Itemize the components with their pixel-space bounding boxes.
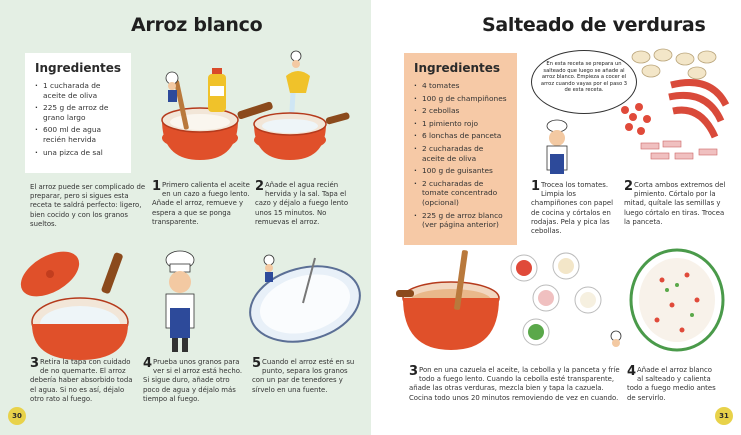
right-page <box>371 0 741 435</box>
ingredients-box-right <box>404 53 517 245</box>
ingredient-item: · 225 g de arroz blanco (ver página anterior) <box>414 211 507 230</box>
ingredients-title: Ingredientes <box>414 61 501 75</box>
step-number: 4 <box>143 356 153 371</box>
step-number: 5 <box>252 356 262 371</box>
step-1-left <box>152 181 252 227</box>
step-text: Retira la tapa con cuidado de no quemarte. El arroz debería haber absorbido toda el agua. Si no es así, déjalo otro rato al fuego. <box>30 358 133 403</box>
step-text: Añade el arroz blanco al salteado y calienta todo a fuego medio antes de servirlo. <box>627 366 716 402</box>
page-number-left: 30 <box>8 407 26 425</box>
step-text: Pon en una cazuela el aceite, la cebolla y la panceta y fríe todo a fuego lento. Cuando la cebolla esté transparente, añade las otras verduras, mezcla bien y tapa la cazuela. Cocina todo unos 20 minutos removiendo de vez en cuando. <box>409 366 620 402</box>
step-number: 3 <box>409 364 419 379</box>
rice-dish-illustration <box>245 248 365 348</box>
ingredient-item: · 1 cucharada de aceite de oliva <box>35 81 121 100</box>
speech-bubble: En esta receta se prepara un salteado que luego se añade al arroz blanco. Empieza a cocer el arroz cuando vayas por el paso 3 de esta receta. <box>531 50 637 114</box>
ingredient-item: · 100 g de champiñones <box>414 94 507 104</box>
ingredient-item: · una pizca de sal <box>35 148 121 158</box>
step-text: Primero calienta el aceite en un cazo a fuego lento. Añade el arroz, remueve y espera a que se ponga transparente. <box>152 181 250 226</box>
ingredients-list <box>35 81 121 157</box>
ingredient-item: · 4 tomates <box>414 81 507 91</box>
ingredients-title: Ingredientes <box>35 61 122 75</box>
step-1-right <box>531 181 623 236</box>
step-3-right <box>409 366 629 403</box>
step-2-right <box>624 181 729 227</box>
pot-with-water-illustration <box>248 48 348 168</box>
rice-plate-illustration <box>627 245 727 355</box>
ingredient-item: · 1 pimiento rojo <box>414 119 507 129</box>
step-number: 3 <box>30 356 40 371</box>
step-5-left <box>252 358 356 395</box>
oil-bottle-illustration <box>205 68 229 112</box>
page-title-salteado: Salteado de verduras <box>482 14 706 36</box>
step-number: 1 <box>531 179 541 194</box>
step-number: 4 <box>627 364 637 379</box>
step-number: 2 <box>255 179 265 194</box>
step-4-left <box>143 358 245 404</box>
step-text: Añade el agua recién hervida y la sal. Tapa el cazo y déjalo a fuego lento unos 15 minutos. No remuevas el arroz. <box>255 181 349 226</box>
step-text: Prueba unos granos para ver si el arroz está hecho. Si sigue duro, añade otro poco de agua y déjalo más tiempo al fuego. <box>143 358 243 403</box>
chef-illustration <box>539 120 579 180</box>
pot-with-lid-illustration <box>10 232 140 362</box>
step-2-left <box>255 181 357 227</box>
ingredient-item: · 225 g de arroz de grano largo <box>35 103 121 122</box>
page-number-right: 31 <box>715 407 733 425</box>
ingredient-item: · 100 g de guisantes <box>414 166 507 176</box>
chef-tasting-illustration <box>148 250 218 360</box>
step-3-left <box>30 358 136 404</box>
ingredient-item: · 2 cucharadas de aceite de oliva <box>414 144 507 163</box>
ingredient-item: · 2 cucharadas de tomate concentrado (opcional) <box>414 179 507 208</box>
ingredient-item: · 600 ml de agua recién hervida <box>35 125 121 144</box>
intro-text: El arroz puede ser complicado de preparar, pero si sigues esta receta te saldrá perfecto: ligero, bien cocido y con los granos sueltos. <box>30 183 146 228</box>
step-text: Cuando el arroz esté en su punto, separa los granos con un par de tenedores y sírvelo en una fuente. <box>252 358 355 394</box>
ingredient-item: · 2 cebollas <box>414 106 507 116</box>
ingredients-box-left <box>25 53 131 173</box>
page-title-arroz-blanco: Arroz blanco <box>131 14 263 36</box>
ingredient-item: · 6 lonchas de panceta <box>414 131 507 141</box>
cooking-pot-illustration <box>396 250 636 360</box>
step-text: Trocea los tomates. Limpia los champiñones con papel de cocina y córtalos en rodajas. Pela y pica las cebollas. <box>531 181 614 236</box>
vegetables-illustration <box>621 45 731 175</box>
step-text: Corta ambos extremos del pimiento. Córtalo por la mitad, quítale las semillas y luego córtalo en tiras. Trocea la panceta. <box>624 181 726 226</box>
step-4-right <box>627 366 717 403</box>
ingredients-list <box>414 81 507 230</box>
step-number: 2 <box>624 179 634 194</box>
step-number: 1 <box>152 179 162 194</box>
